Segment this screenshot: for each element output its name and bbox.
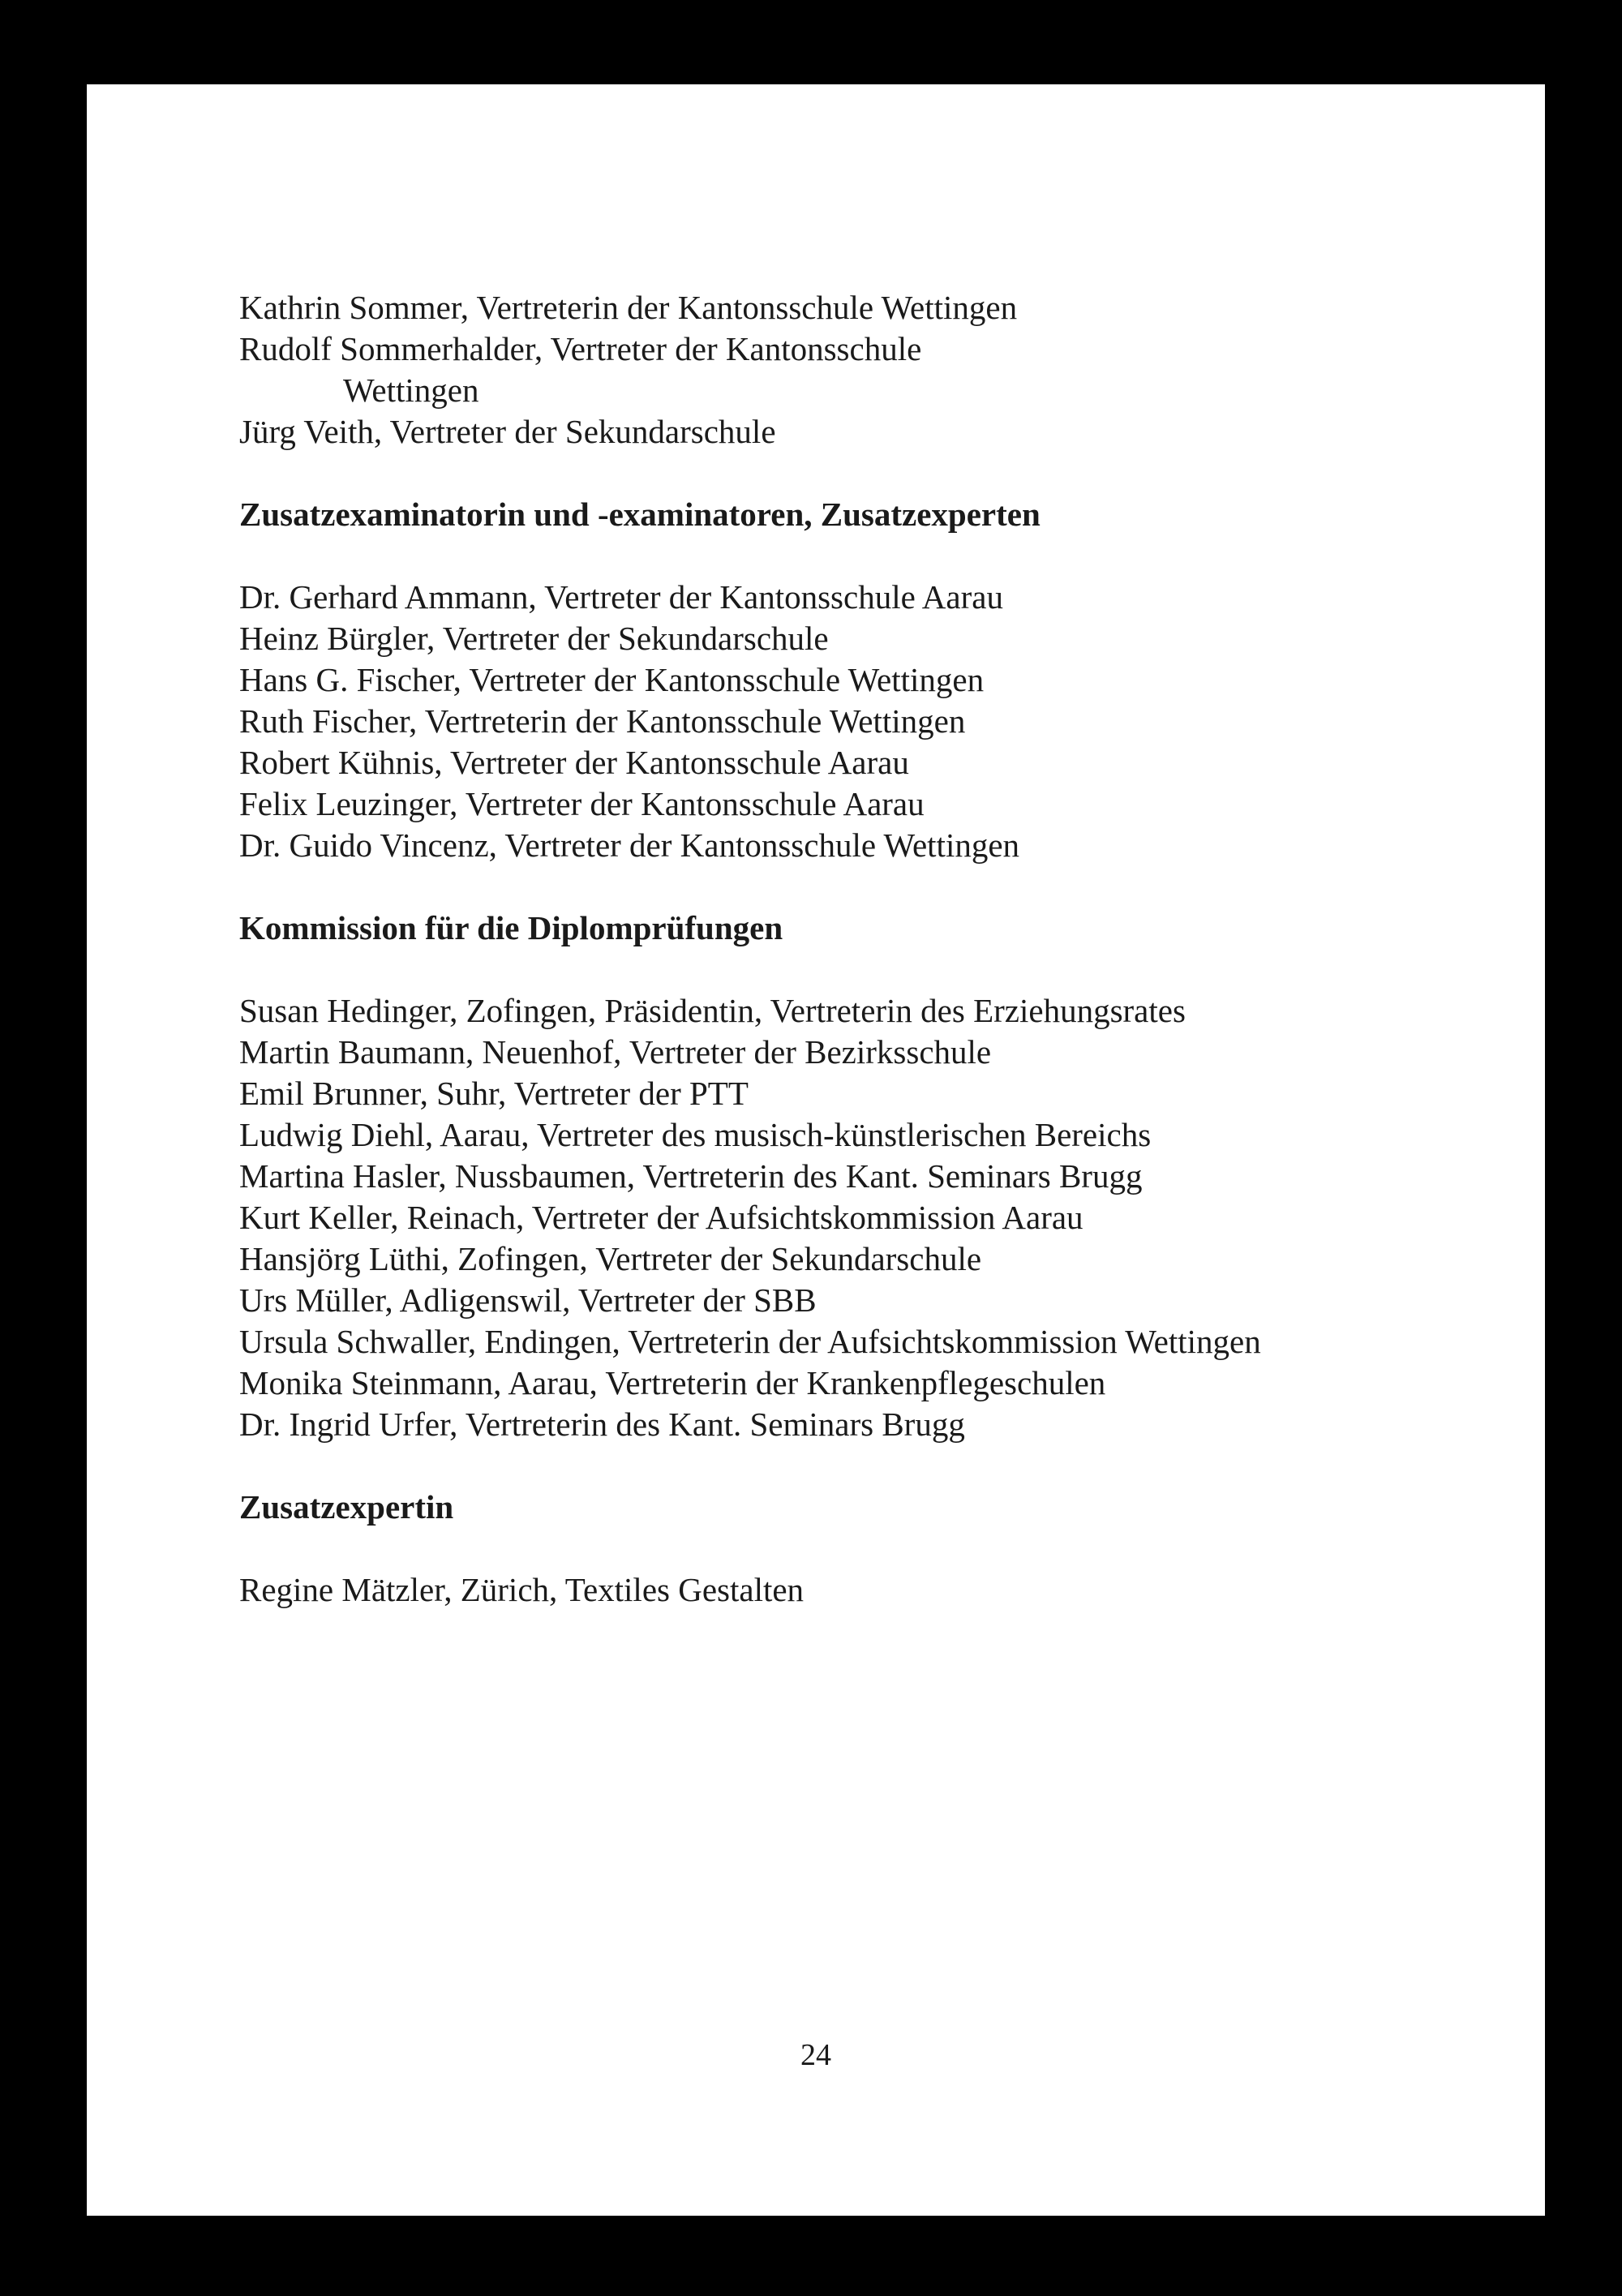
list-item: Monika Steinmann, Aarau, Vertreterin der Krankenpflegeschulen bbox=[239, 1364, 1106, 1401]
list-item: Heinz Bürgler, Vertreter der Sekundarschule bbox=[239, 620, 829, 657]
list-item: Jürg Veith, Vertreter der Sekundarschule bbox=[239, 413, 776, 450]
list-item: Felix Leuzinger, Vertreter der Kantonsschule Aarau bbox=[239, 785, 925, 822]
list-item: Regine Mätzler, Zürich, Textiles Gestalten bbox=[239, 1571, 805, 1608]
list-item: Rudolf Sommerhalder, Vertreter der Kantonsschule bbox=[239, 330, 922, 367]
zusatzexaminatoren-list bbox=[239, 577, 1521, 866]
list-item: Urs Müller, Adligenswil, Vertreter der SBB bbox=[239, 1281, 817, 1319]
list-item: Susan Hedinger, Zofingen, Präsidentin, Vertreterin des Erziehungsrates bbox=[239, 992, 1186, 1029]
list-item: Robert Kühnis, Vertreter der Kantonsschule Aarau bbox=[239, 744, 909, 781]
list-item: Dr. Gerhard Ammann, Vertreter der Kantonsschule Aarau bbox=[239, 578, 1003, 616]
section-heading-kommission: Kommission für die Diplomprüfungen bbox=[239, 909, 783, 946]
list-item: Martin Baumann, Neuenhof, Vertreter der Bezirksschule bbox=[239, 1033, 992, 1071]
kommission-list bbox=[239, 990, 1521, 1445]
list-item: Dr. Ingrid Urfer, Vertreterin des Kant. Seminars Brugg bbox=[239, 1405, 965, 1443]
list-item: Emil Brunner, Suhr, Vertreter der PTT bbox=[239, 1075, 749, 1112]
document-page bbox=[87, 84, 1545, 2216]
list-item: Kurt Keller, Reinach, Vertreter der Aufsichtskommission Aarau bbox=[239, 1199, 1083, 1236]
list-item: Martina Hasler, Nussbaumen, Vertreterin des Kant. Seminars Brugg bbox=[239, 1157, 1143, 1195]
intro-list bbox=[239, 287, 1521, 453]
list-item: Ruth Fischer, Vertreterin der Kantonsschule Wettingen bbox=[239, 702, 966, 740]
section-heading-zusatzexaminatoren: Zusatzexaminatorin und -examinatoren, Zusatzexperten bbox=[239, 496, 1041, 533]
list-item-continuation: Wettingen bbox=[343, 371, 479, 409]
list-item: Kathrin Sommer, Vertreterin der Kantonsschule Wettingen bbox=[239, 289, 1018, 326]
list-item: Ursula Schwaller, Endingen, Vertreterin der Aufsichtskommission Wettingen bbox=[239, 1323, 1261, 1360]
list-item: Hansjörg Lüthi, Zofingen, Vertreter der Sekundarschule bbox=[239, 1240, 982, 1277]
list-item: Ludwig Diehl, Aarau, Vertreter des musisch-künstlerischen Bereichs bbox=[239, 1116, 1152, 1153]
list-item: Dr. Guido Vincenz, Vertreter der Kantonsschule Wettingen bbox=[239, 826, 1020, 864]
page-content bbox=[239, 287, 1521, 1611]
list-item: Hans G. Fischer, Vertreter der Kantonsschule Wettingen bbox=[239, 661, 985, 698]
section-heading-zusatzexpertin: Zusatzexpertin bbox=[239, 1488, 454, 1526]
page-number: 24 bbox=[800, 2038, 831, 2072]
zusatzexpertin-list bbox=[239, 1569, 1521, 1611]
